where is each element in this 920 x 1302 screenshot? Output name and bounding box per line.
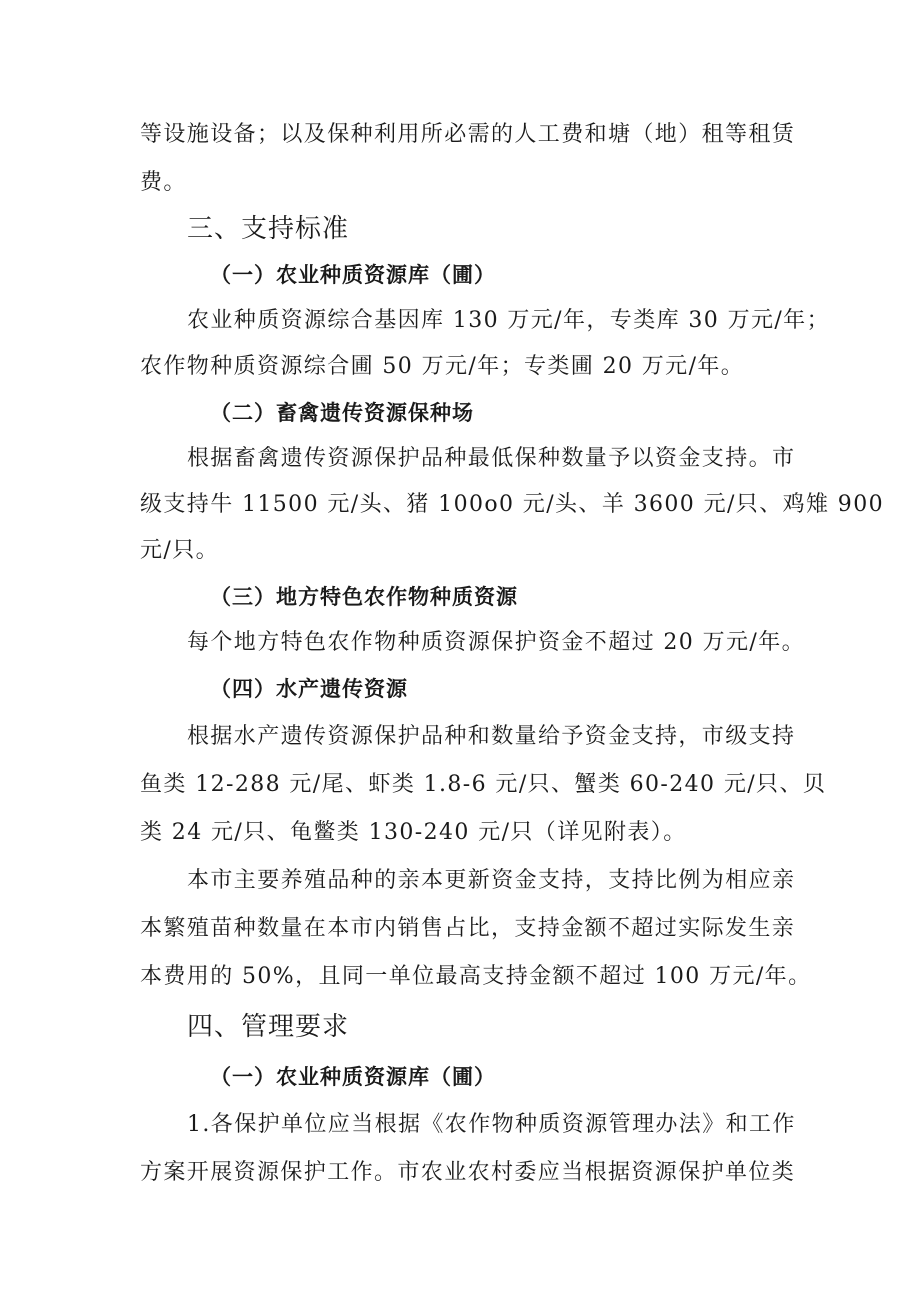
section-3-sub-1-heading: （一）农业种质资源库（圃）: [210, 263, 496, 287]
section-3-sub-4-heading: （四）水产遗传资源: [210, 677, 408, 701]
section-3-sub-2-line-3: 元/只。: [140, 538, 220, 563]
intro-line-1: 等设施设备；以及保种利用所必需的人工费和塘（地）租等租赁: [140, 122, 796, 147]
section-3-sub-3-line-1: 每个地方特色农作物种质资源保护资金不超过 20 万元/年。: [187, 630, 805, 655]
section-3-sub-2-line-1: 根据畜禽遗传资源保护品种最低保种数量予以资金支持。市: [187, 446, 796, 471]
section-3-sub-4-para-1-line-3: 类 24 元/只、龟鳖类 130-240 元/只（详见附表）。: [140, 820, 687, 845]
section-3-sub-2-line-2: 级支持牛 11500 元/头、猪 100o0 元/头、羊 3600 元/只、鸡雉 900: [140, 492, 884, 517]
section-4-sub-1-line-1: 1.各保护单位应当根据《农作物种质资源管理办法》和工作: [187, 1112, 796, 1137]
section-3-sub-4-para-2-line-2: 本繁殖苗种数量在本市内销售占比，支持金额不超过实际发生亲: [140, 916, 796, 941]
section-3-sub-4-para-1-line-2: 鱼类 12-288 元/尾、虾类 1.8-6 元/只、蟹类 60-240 元/只、贝: [140, 772, 827, 797]
section-3-sub-3-heading: （三）地方特色农作物种质资源: [210, 585, 518, 609]
section-4-sub-1-line-2: 方案开展资源保护工作。市农业农村委应当根据资源保护单位类: [140, 1160, 796, 1185]
section-4-sub-1-heading: （一）农业种质资源库（圃）: [210, 1065, 496, 1089]
section-3-sub-4-para-2-line-3: 本费用的 50%，且同一单位最高支持金额不超过 100 万元/年。: [140, 964, 812, 989]
section-4-heading: 四、管理要求: [187, 1012, 350, 1042]
section-3-sub-2-heading: （二）畜禽遗传资源保种场: [210, 401, 474, 425]
section-3-sub-4-para-2-line-1: 本市主要养殖品种的亲本更新资金支持，支持比例为相应亲: [187, 868, 796, 893]
section-3-sub-4-para-1-line-1: 根据水产遗传资源保护品种和数量给予资金支持，市级支持: [187, 724, 796, 749]
section-3-heading: 三、支持标准: [187, 214, 350, 244]
intro-line-2: 费。: [140, 170, 187, 195]
section-3-sub-1-line-2: 农作物种质资源综合圃 50 万元/年；专类圃 20 万元/年。: [140, 354, 745, 379]
section-3-sub-1-line-1: 农业种质资源综合基因库 130 万元/年，专类库 30 万元/年；: [187, 308, 830, 333]
